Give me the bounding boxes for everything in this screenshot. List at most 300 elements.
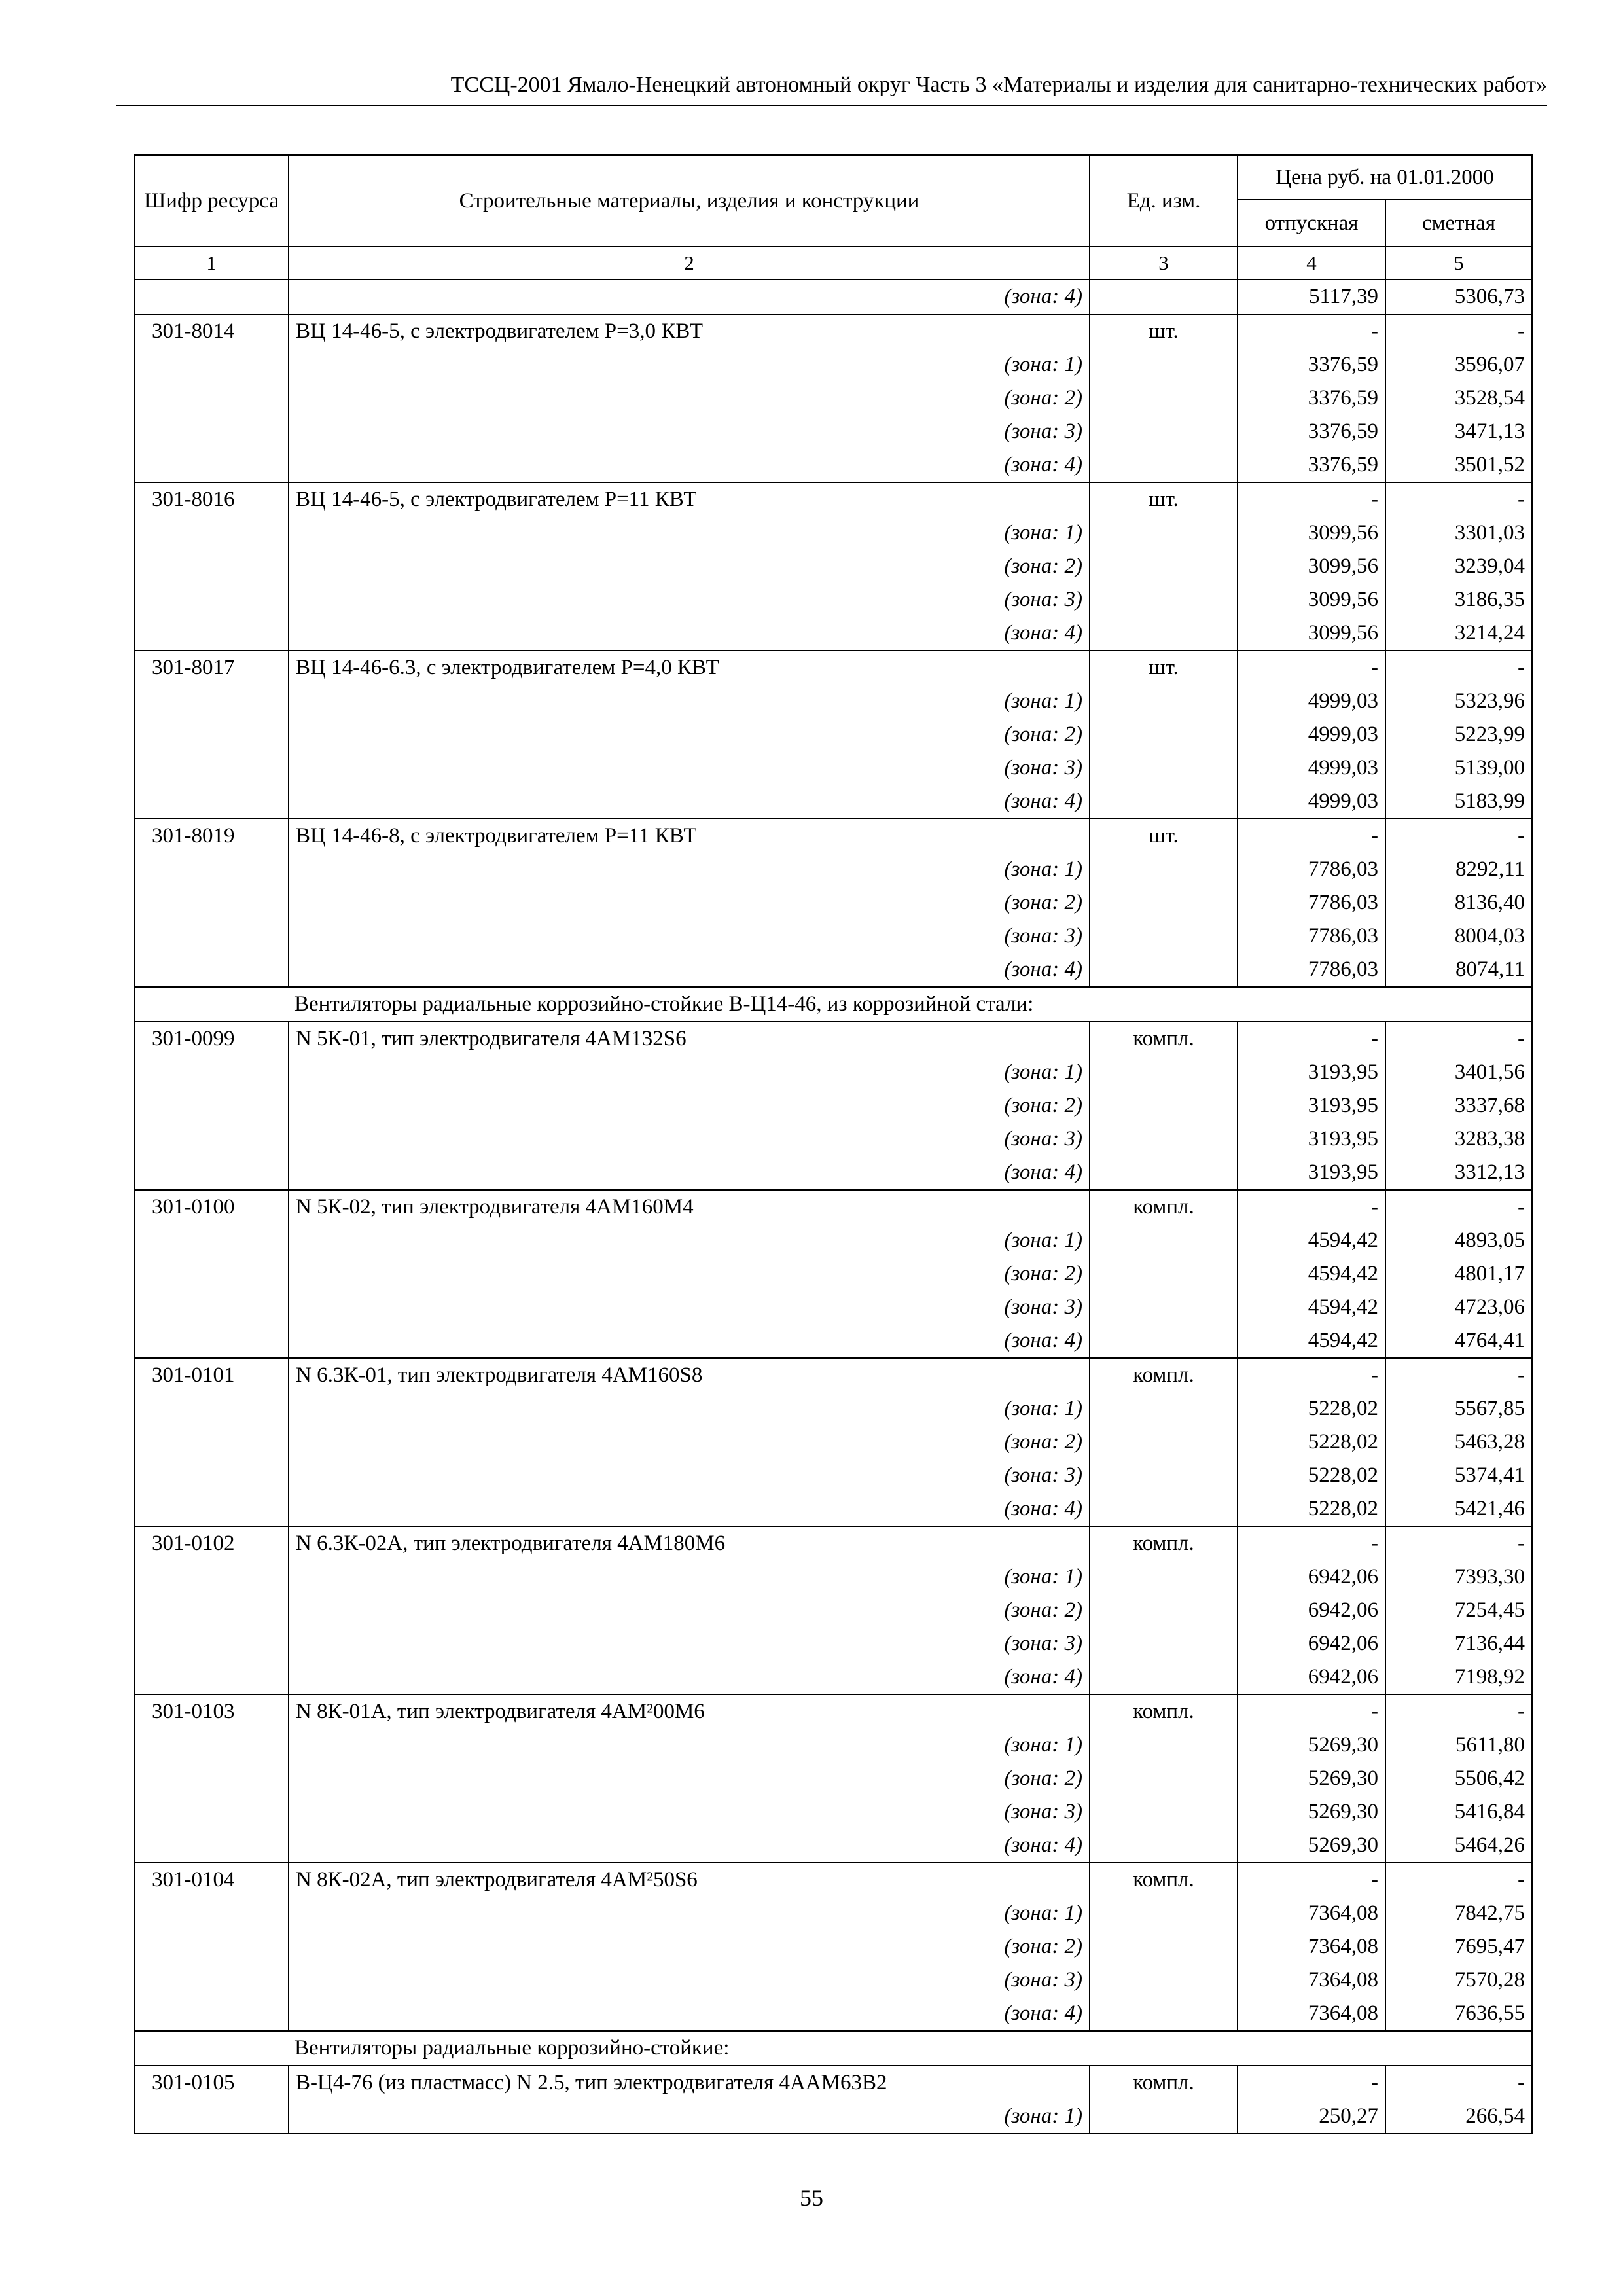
estimate-price: 5421,46	[1385, 1492, 1532, 1526]
unit-cell	[1090, 1795, 1238, 1829]
resource-code	[134, 920, 289, 953]
resource-code	[134, 1392, 289, 1426]
section-header-row	[134, 987, 1532, 1022]
release-price: 250,27	[1238, 2100, 1385, 2134]
zone-price-row	[134, 1492, 1532, 1526]
release-price: -	[1238, 314, 1385, 348]
resource-name: N 8К-01А, тип электродвигателя 4АМ²00М6	[289, 1695, 1090, 1729]
unit-cell	[1090, 886, 1238, 920]
unit-cell: шт.	[1090, 482, 1238, 516]
zone-price-row	[134, 1660, 1532, 1695]
unit-cell	[1090, 751, 1238, 785]
zone-price-row	[134, 718, 1532, 751]
release-price: -	[1238, 651, 1385, 685]
unit-cell	[1090, 382, 1238, 415]
resource-code	[134, 348, 289, 382]
unit-cell: шт.	[1090, 314, 1238, 348]
zone-label: (зона: 2)	[289, 1426, 1090, 1459]
resource-code: 301-0102	[134, 1526, 289, 1560]
unit-cell	[1090, 1492, 1238, 1526]
col-number: 4	[1238, 247, 1385, 279]
resource-row	[134, 1022, 1532, 1056]
estimate-price: -	[1385, 2066, 1532, 2100]
resource-row	[134, 2066, 1532, 2100]
estimate-price: 3186,35	[1385, 583, 1532, 617]
release-price: 6942,06	[1238, 1594, 1385, 1627]
unit-cell	[1090, 1964, 1238, 1997]
zone-label: (зона: 1)	[289, 1729, 1090, 1762]
estimate-price: 3312,13	[1385, 1156, 1532, 1190]
unit-cell	[1090, 1997, 1238, 2031]
estimate-price: 8004,03	[1385, 920, 1532, 953]
release-price: 3193,95	[1238, 1089, 1385, 1122]
release-price: 7786,03	[1238, 953, 1385, 987]
resource-row	[134, 651, 1532, 685]
unit-cell	[1090, 953, 1238, 987]
zone-label: (зона: 3)	[289, 920, 1090, 953]
zone-label: (зона: 2)	[289, 1594, 1090, 1627]
unit-cell	[1090, 1560, 1238, 1594]
zone-label: (зона: 3)	[289, 1795, 1090, 1829]
release-price: 3376,59	[1238, 382, 1385, 415]
release-price: 5269,30	[1238, 1829, 1385, 1863]
estimate-price: 5463,28	[1385, 1426, 1532, 1459]
unit-cell	[1090, 1426, 1238, 1459]
unit-cell	[1090, 1392, 1238, 1426]
resource-name: ВЦ 14-46-8, с электродвигателем Р=11 КВТ	[289, 819, 1090, 853]
unit-cell	[1090, 617, 1238, 651]
unit-cell	[1090, 1897, 1238, 1930]
col-number: 3	[1090, 247, 1238, 279]
resource-code: 301-0103	[134, 1695, 289, 1729]
zone-label: (зона: 4)	[289, 448, 1090, 482]
estimate-price: -	[1385, 819, 1532, 853]
release-price: 5228,02	[1238, 1459, 1385, 1492]
release-price: 7364,08	[1238, 1964, 1385, 1997]
estimate-price: 7695,47	[1385, 1930, 1532, 1964]
estimate-price: 5611,80	[1385, 1729, 1532, 1762]
release-price: 4999,03	[1238, 751, 1385, 785]
estimate-price: 3301,03	[1385, 516, 1532, 550]
unit-cell	[1090, 1156, 1238, 1190]
zone-price-row	[134, 1459, 1532, 1492]
resource-row	[134, 819, 1532, 853]
zone-price-row	[134, 1324, 1532, 1358]
resource-name: В-Ц4-76 (из пластмасс) N 2.5, тип электродвигателя 4ААМ63В2	[289, 2066, 1090, 2100]
release-price: 6942,06	[1238, 1627, 1385, 1660]
estimate-price: 4723,06	[1385, 1291, 1532, 1324]
unit-cell	[1090, 1762, 1238, 1795]
resource-code	[134, 751, 289, 785]
resource-code	[134, 886, 289, 920]
release-price: 3099,56	[1238, 617, 1385, 651]
unit-cell: компл.	[1090, 1695, 1238, 1729]
resource-code: 301-8019	[134, 819, 289, 853]
unit-cell	[1090, 1291, 1238, 1324]
release-price: 5269,30	[1238, 1795, 1385, 1829]
estimate-price: -	[1385, 1022, 1532, 1056]
unit-cell: компл.	[1090, 1022, 1238, 1056]
resource-code: 301-0099	[134, 1022, 289, 1056]
unit-cell	[1090, 1122, 1238, 1156]
zone-price-row	[134, 1392, 1532, 1426]
unit-cell	[1090, 1257, 1238, 1291]
resource-code	[134, 1291, 289, 1324]
unit-cell: компл.	[1090, 1358, 1238, 1392]
estimate-price: 5567,85	[1385, 1392, 1532, 1426]
unit-cell	[1090, 1056, 1238, 1089]
release-price: 4594,42	[1238, 1257, 1385, 1291]
resource-code	[134, 617, 289, 651]
resource-code	[134, 1829, 289, 1863]
section-title: Вентиляторы радиальные коррозийно-стойкие В-Ц14-46, из коррозийной стали:	[134, 987, 1532, 1022]
zone-price-row	[134, 1291, 1532, 1324]
estimate-price: 5374,41	[1385, 1459, 1532, 1492]
zone-label: (зона: 1)	[289, 1560, 1090, 1594]
resource-code	[134, 1156, 289, 1190]
unit-cell	[1090, 1829, 1238, 1863]
resource-name: N 8К-02А, тип электродвигателя 4АМ²50S6	[289, 1863, 1090, 1897]
unit-cell	[1090, 1930, 1238, 1964]
resource-code	[134, 1627, 289, 1660]
release-price: 4999,03	[1238, 785, 1385, 819]
estimate-price: 3214,24	[1385, 617, 1532, 651]
unit-cell	[1090, 920, 1238, 953]
estimate-price: 5183,99	[1385, 785, 1532, 819]
unit-cell	[1090, 1459, 1238, 1492]
zone-price-row	[134, 751, 1532, 785]
unit-cell	[1090, 1729, 1238, 1762]
header-divider	[116, 105, 1547, 106]
estimate-price: 3471,13	[1385, 415, 1532, 448]
col-number: 1	[134, 247, 289, 279]
estimate-price: 5506,42	[1385, 1762, 1532, 1795]
unit-cell	[1090, 348, 1238, 382]
resource-code	[134, 853, 289, 886]
resource-code	[134, 415, 289, 448]
zone-price-row	[134, 685, 1532, 718]
zone-price-row	[134, 1156, 1532, 1190]
col-number: 2	[289, 247, 1090, 279]
zone-label: (зона: 4)	[289, 279, 1090, 314]
release-price: 3099,56	[1238, 550, 1385, 583]
zone-price-row	[134, 1897, 1532, 1930]
zone-label: (зона: 3)	[289, 1459, 1090, 1492]
zone-label: (зона: 4)	[289, 617, 1090, 651]
resource-row	[134, 314, 1532, 348]
release-price: -	[1238, 1863, 1385, 1897]
resource-code	[134, 583, 289, 617]
zone-label: (зона: 2)	[289, 1257, 1090, 1291]
resource-code	[134, 1056, 289, 1089]
zone-label: (зона: 1)	[289, 1897, 1090, 1930]
estimate-price: 8292,11	[1385, 853, 1532, 886]
zone-price-row	[134, 1224, 1532, 1257]
estimate-price: 3501,52	[1385, 448, 1532, 482]
zone-label: (зона: 4)	[289, 1492, 1090, 1526]
release-price: 7364,08	[1238, 1930, 1385, 1964]
zone-label: (зона: 4)	[289, 785, 1090, 819]
resource-code	[134, 448, 289, 482]
unit-cell	[1090, 685, 1238, 718]
zone-label: (зона: 3)	[289, 583, 1090, 617]
zone-label: (зона: 1)	[289, 685, 1090, 718]
zone-price-row	[134, 348, 1532, 382]
release-price: 4999,03	[1238, 718, 1385, 751]
resource-code: 301-8014	[134, 314, 289, 348]
unit-cell	[1090, 1089, 1238, 1122]
release-price: -	[1238, 1695, 1385, 1729]
estimate-price: 5223,99	[1385, 718, 1532, 751]
unit-cell	[1090, 1594, 1238, 1627]
zone-price-row	[134, 1964, 1532, 1997]
estimate-price: 5416,84	[1385, 1795, 1532, 1829]
zone-price-row	[134, 550, 1532, 583]
col-header-name: Строительные материалы, изделия и конструкции	[289, 155, 1090, 247]
resource-code	[134, 1997, 289, 2031]
zone-price-row	[134, 1795, 1532, 1829]
zone-label: (зона: 3)	[289, 415, 1090, 448]
release-price: 4594,42	[1238, 1324, 1385, 1358]
resource-code: 301-8017	[134, 651, 289, 685]
col-header-release-price: отпускная	[1238, 200, 1385, 247]
resource-code	[134, 1492, 289, 1526]
release-price: 6942,06	[1238, 1660, 1385, 1695]
zone-price-row	[134, 415, 1532, 448]
resource-code	[134, 550, 289, 583]
release-price: -	[1238, 1190, 1385, 1224]
zone-price-row	[134, 448, 1532, 482]
resource-name: ВЦ 14-46-5, с электродвигателем Р=3,0 КВТ	[289, 314, 1090, 348]
resource-code	[134, 718, 289, 751]
zone-price-row	[134, 1930, 1532, 1964]
resource-row	[134, 1526, 1532, 1560]
zone-price-row	[134, 1762, 1532, 1795]
unit-cell	[1090, 785, 1238, 819]
release-price: 3193,95	[1238, 1056, 1385, 1089]
zone-label: (зона: 2)	[289, 1089, 1090, 1122]
estimate-price: 3401,56	[1385, 1056, 1532, 1089]
unit-cell: шт.	[1090, 651, 1238, 685]
unit-cell: компл.	[1090, 2066, 1238, 2100]
release-price: 5269,30	[1238, 1729, 1385, 1762]
estimate-price: -	[1385, 1695, 1532, 1729]
estimate-price: 7636,55	[1385, 1997, 1532, 2031]
resource-name: ВЦ 14-46-5, с электродвигателем Р=11 КВТ	[289, 482, 1090, 516]
zone-price-row	[134, 785, 1532, 819]
zone-price-row	[134, 953, 1532, 987]
page-number: 55	[800, 2185, 823, 2211]
estimate-price: 4893,05	[1385, 1224, 1532, 1257]
release-price: 7364,08	[1238, 1997, 1385, 2031]
zone-label: (зона: 4)	[289, 1324, 1090, 1358]
zone-price-row	[134, 1257, 1532, 1291]
zone-label: (зона: 2)	[289, 886, 1090, 920]
release-price: 5269,30	[1238, 1762, 1385, 1795]
zone-label: (зона: 3)	[289, 751, 1090, 785]
unit-cell: компл.	[1090, 1190, 1238, 1224]
resource-code	[134, 685, 289, 718]
zone-label: (зона: 1)	[289, 348, 1090, 382]
zone-label: (зона: 3)	[289, 1627, 1090, 1660]
release-price: -	[1238, 2066, 1385, 2100]
release-price: 3193,95	[1238, 1156, 1385, 1190]
estimate-price: -	[1385, 482, 1532, 516]
release-price: -	[1238, 482, 1385, 516]
unit-cell: компл.	[1090, 1526, 1238, 1560]
estimate-price: -	[1385, 651, 1532, 685]
estimate-price: 4801,17	[1385, 1257, 1532, 1291]
resource-code	[134, 1122, 289, 1156]
estimate-price: 5464,26	[1385, 1829, 1532, 1863]
col-header-estimate-price: сметная	[1385, 200, 1532, 247]
release-price: 7786,03	[1238, 853, 1385, 886]
estimate-price: -	[1385, 1190, 1532, 1224]
zone-price-row	[134, 617, 1532, 651]
release-price: 3193,95	[1238, 1122, 1385, 1156]
zone-label: (зона: 1)	[289, 1056, 1090, 1089]
resource-code	[134, 1594, 289, 1627]
release-price: 3376,59	[1238, 348, 1385, 382]
col-number: 5	[1385, 247, 1532, 279]
col-header-price-group: Цена руб. на 01.01.2000	[1238, 155, 1532, 200]
release-price: 4999,03	[1238, 685, 1385, 718]
resource-code	[134, 1257, 289, 1291]
estimate-price: 3528,54	[1385, 382, 1532, 415]
estimate-price: 3596,07	[1385, 348, 1532, 382]
release-price: 7364,08	[1238, 1897, 1385, 1930]
unit-cell	[1090, 1324, 1238, 1358]
unit-cell	[1090, 2100, 1238, 2134]
resource-code	[134, 1224, 289, 1257]
estimate-price: 3337,68	[1385, 1089, 1532, 1122]
release-price: 4594,42	[1238, 1224, 1385, 1257]
zone-label: (зона: 1)	[289, 2100, 1090, 2134]
zone-price-row	[134, 516, 1532, 550]
estimate-price: 8074,11	[1385, 953, 1532, 987]
estimate-price: 266,54	[1385, 2100, 1532, 2134]
unit-cell	[1090, 583, 1238, 617]
resource-code	[134, 1729, 289, 1762]
zone-label: (зона: 4)	[289, 1829, 1090, 1863]
release-price: 5228,02	[1238, 1426, 1385, 1459]
resource-row	[134, 1863, 1532, 1897]
resource-row	[134, 1358, 1532, 1392]
unit-cell	[1090, 415, 1238, 448]
zone-label: (зона: 2)	[289, 1930, 1090, 1964]
resource-code	[134, 1089, 289, 1122]
zone-price-row	[134, 886, 1532, 920]
estimate-price: 5139,00	[1385, 751, 1532, 785]
resource-code	[134, 1660, 289, 1695]
resource-code: 301-8016	[134, 482, 289, 516]
release-price: 3376,59	[1238, 448, 1385, 482]
unit-cell	[1090, 1224, 1238, 1257]
estimate-price: 7842,75	[1385, 1897, 1532, 1930]
zone-price-row	[134, 279, 1532, 314]
zone-label: (зона: 4)	[289, 1660, 1090, 1695]
resource-code	[134, 1930, 289, 1964]
zone-label: (зона: 2)	[289, 718, 1090, 751]
release-price: -	[1238, 1526, 1385, 1560]
estimate-price: 7136,44	[1385, 1627, 1532, 1660]
estimate-price: -	[1385, 314, 1532, 348]
zone-label: (зона: 1)	[289, 1392, 1090, 1426]
resource-name: N 6.3К-01, тип электродвигателя 4АМ160S8	[289, 1358, 1090, 1392]
zone-price-row	[134, 1560, 1532, 1594]
zone-price-row	[134, 920, 1532, 953]
estimate-price: 3283,38	[1385, 1122, 1532, 1156]
table-body	[134, 279, 1532, 2134]
zone-label: (зона: 2)	[289, 550, 1090, 583]
zone-label: (зона: 4)	[289, 1997, 1090, 2031]
release-price: 3099,56	[1238, 516, 1385, 550]
resource-name: ВЦ 14-46-6.3, с электродвигателем Р=4,0 КВТ	[289, 651, 1090, 685]
release-price: 5228,02	[1238, 1492, 1385, 1526]
resource-code	[134, 279, 289, 314]
release-price: -	[1238, 1358, 1385, 1392]
resource-row	[134, 1190, 1532, 1224]
resource-code	[134, 1324, 289, 1358]
resource-row	[134, 1695, 1532, 1729]
unit-cell	[1090, 279, 1238, 314]
resource-code	[134, 1795, 289, 1829]
release-price: 3099,56	[1238, 583, 1385, 617]
zone-price-row	[134, 1089, 1532, 1122]
estimate-price: 7198,92	[1385, 1660, 1532, 1695]
zone-price-row	[134, 583, 1532, 617]
resource-code	[134, 1560, 289, 1594]
zone-price-row	[134, 1829, 1532, 1863]
unit-cell: шт.	[1090, 819, 1238, 853]
zone-label: (зона: 3)	[289, 1122, 1090, 1156]
zone-price-row	[134, 1426, 1532, 1459]
resource-code	[134, 516, 289, 550]
zone-price-row	[134, 853, 1532, 886]
unit-cell	[1090, 1627, 1238, 1660]
estimate-price: 5323,96	[1385, 685, 1532, 718]
zone-label: (зона: 4)	[289, 1156, 1090, 1190]
section-title: Вентиляторы радиальные коррозийно-стойкие:	[134, 2031, 1532, 2066]
resource-code	[134, 1897, 289, 1930]
price-table	[134, 154, 1533, 2134]
resource-name: N 6.3К-02А, тип электродвигателя 4АМ180М6	[289, 1526, 1090, 1560]
estimate-price: 5306,73	[1385, 279, 1532, 314]
release-price: -	[1238, 819, 1385, 853]
estimate-price: 4764,41	[1385, 1324, 1532, 1358]
zone-price-row	[134, 1122, 1532, 1156]
estimate-price: 7393,30	[1385, 1560, 1532, 1594]
estimate-price: 7570,28	[1385, 1964, 1532, 1997]
zone-price-row	[134, 1997, 1532, 2031]
release-price: 3376,59	[1238, 415, 1385, 448]
resource-code: 301-0100	[134, 1190, 289, 1224]
section-header-row	[134, 2031, 1532, 2066]
resource-code	[134, 953, 289, 987]
unit-cell	[1090, 1660, 1238, 1695]
resource-name: N 5К-01, тип электродвигателя 4АМ132S6	[289, 1022, 1090, 1056]
unit-cell	[1090, 853, 1238, 886]
release-price: -	[1238, 1022, 1385, 1056]
release-price: 7786,03	[1238, 886, 1385, 920]
estimate-price: 7254,45	[1385, 1594, 1532, 1627]
resource-code	[134, 785, 289, 819]
estimate-price: -	[1385, 1863, 1532, 1897]
zone-price-row	[134, 1729, 1532, 1762]
unit-cell	[1090, 448, 1238, 482]
resource-code	[134, 1426, 289, 1459]
zone-price-row	[134, 1056, 1532, 1089]
